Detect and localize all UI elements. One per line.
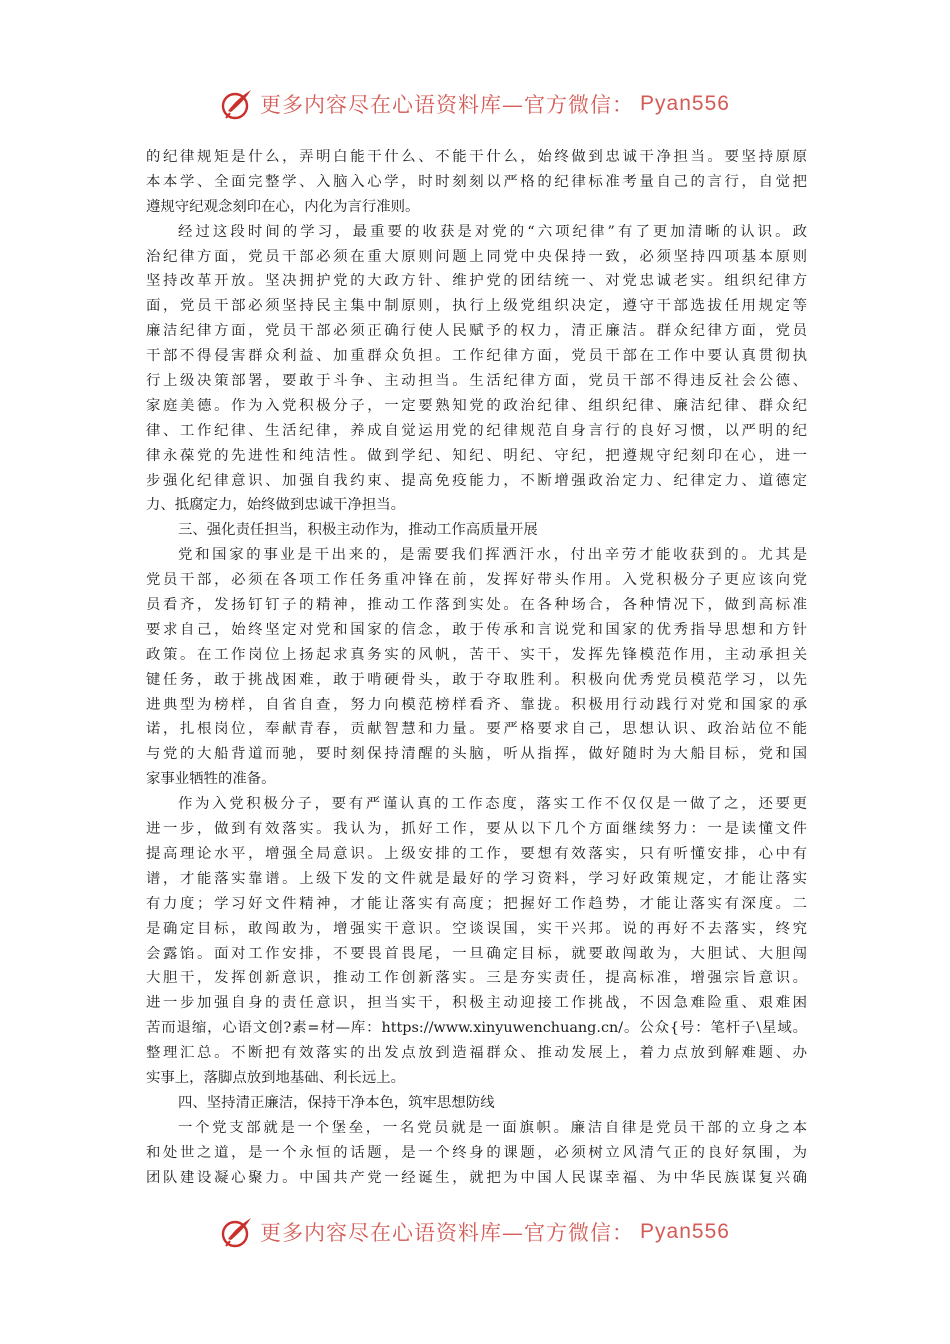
text-line: 进一步加强自身的责任意识，担当实干，积极主动迎接工作挑战，不因急难险重、艰难困 <box>146 995 807 1012</box>
text-line: 大胆干，发挥创新意识，推动工作创新落实。三是夯实责任，提高标准，增强宗旨意识。 <box>146 970 807 987</box>
section-heading: 三、强化责任担当，积极主动作为，推动工作高质量开展 <box>178 522 538 539</box>
text-line: 行上级决策部署，要敢于斗争、主动担当。生活纪律方面，党员干部不得违反社会公德、 <box>146 373 807 390</box>
document-body <box>146 145 807 1190</box>
text-line: 一个党支部就是一个堡垒，一名党员就是一面旗帜。廉洁自律是党员干部的立身之本 <box>178 1119 807 1136</box>
text-line: 实事上，落脚点放到地基础、利长远上。 <box>146 1069 406 1086</box>
text-line: 遵规守纪观念刻印在心，内化为言行准则。 <box>146 198 420 215</box>
text-line: 进一步，做到有效落实。我认为，抓好工作，要从以下几个方面继续努力：一是读懂文件 <box>146 821 807 838</box>
text-line: 政策。在工作岗位上扬起求真务实的风帆，苦干、实干，发挥先锋模范作用，主动承担关 <box>146 646 807 663</box>
text-line: 律永葆党的先进性和纯洁性。做到学纪、知纪、明纪、守纪，把遵规守纪刻印在心，进一 <box>146 447 807 464</box>
quill-logo-icon <box>220 87 254 121</box>
banner-wechat-id: Pyan556 <box>640 1220 730 1243</box>
text-line: 坚持改革开放。坚决拥护党的大政方针、维护党的团结统一、对党忠诚老实。组织纪律方 <box>146 273 807 290</box>
text-line: 与党的大船背道而驰，要时刻保持清醒的头脑，听从指挥，做好随时为大船目标，党和国 <box>146 746 807 763</box>
text-line: 团队建设凝心聚力。中国共产党一经诞生，就把为中国人民谋幸福、为中华民族谋复兴确 <box>146 1169 807 1186</box>
text-line: 诺，扎根岗位，奉献青春，贡献智慧和力量。要严格要求自己，思想认识、政治站位不能 <box>146 721 807 738</box>
text-line: 力、抵腐定力，始终做到忠诚干净担当。 <box>146 497 406 514</box>
text-line: 提高理论水平，增强全局意识。上级安排的工作，要想有效落实，只有听懂安排，心中有 <box>146 845 807 862</box>
text-line: 和处世之道，是一个永恒的话题，是一个终身的课题，必须树立风清气正的良好氛围，为 <box>146 1144 807 1161</box>
quill-logo-icon <box>220 1215 254 1249</box>
text-line: 党员干部，必须在各项工作任务重冲锋在前，发挥好带头作用。入党积极分子更应该向党 <box>146 572 807 589</box>
text-line: 党和国家的事业是干出来的，是需要我们挥洒汗水，付出辛劳才能收获到的。尤其是 <box>178 547 807 564</box>
text-line: 谱，才能落实靠谱。上级下发的文件就是最好的学习资料，学习好政策规定，才能让落实 <box>146 870 807 887</box>
text-line: 整理汇总。不断把有效落实的出发点放到造福群众、推动发展上，着力点放到解难题、办 <box>146 1045 807 1062</box>
banner-text: 更多内容尽在心语资料库—官方微信： <box>260 93 635 117</box>
text-line: 廉洁纪律方面，党员干部必须正确行使人民赋予的权力，清正廉洁。群众纪律方面，党员 <box>146 323 807 340</box>
text-line: 是确定目标，敢闯敢为，增强实干意识。空谈误国，实干兴邦。说的再好不去落实，终究 <box>146 920 807 937</box>
text-line: 会露馅。面对工作安排，不要畏首畏尾，一旦确定目标，就要敢闯敢为，大胆试、大胆闯 <box>146 945 807 962</box>
text-line: 要求自己，始终坚定对党和国家的信念，敢于传承和言说党和国家的优秀指导思想和方针 <box>146 621 807 638</box>
text-line: 面，党员干部必须坚持民主集中制原则，执行上级党组织决定，遵守干部选拔任用规定等 <box>146 298 807 315</box>
header-banner <box>0 84 950 124</box>
text-line: 家事业牺牲的准备。 <box>146 771 276 788</box>
banner-text: 更多内容尽在心语资料库—官方微信： <box>260 1221 635 1245</box>
text-line: 家庭美德。作为入党积极分子，一定要熟知党的政治纪律、组织纪律、廉洁纪律、群众纪 <box>146 397 807 414</box>
text-line: 经过这段时间的学习，最重要的收获是对党的“六项纪律”有了更加清晰的认识。政 <box>178 223 807 240</box>
text-line: 本本学、全面完整学、入脑入心学，时时刻刻以严格的纪律标准考量自己的言行，自觉把 <box>146 173 807 190</box>
footer-banner <box>0 1212 950 1252</box>
text-line: 键任务，敢于挑战困难，敢于啃硬骨头，敢于夺取胜利。积极向优秀党员模范学习，以先 <box>146 671 807 688</box>
banner-wechat-id: Pyan556 <box>640 92 730 115</box>
text-line: 的纪律规矩是什么，弄明白能干什么、不能干什么，始终做到忠诚干净担当。要坚持原原 <box>146 149 807 165</box>
text-line: 律、工作纪律、生活纪律，养成自觉运用党的纪律规范自身言行的良好习惯，以严明的纪 <box>146 422 807 439</box>
text-line: 治纪律方面，党员干部必须在重大原则问题上同党中央保持一致，必须坚持四项基本原则 <box>146 248 807 265</box>
text-line: 苦而退缩，心语文创?素=材—库：https://www.xinyuwenchuang.cn/。公众{号：笔杆子\星域。 <box>146 1020 807 1037</box>
text-line: 步强化纪律意识、加强自我约束、提高免疫能力，不断增强政治定力、纪律定力、道德定 <box>146 472 807 489</box>
text-line: 作为入党积极分子，要有严谨认真的工作态度，落实工作不仅仅是一做了之，还要更 <box>178 796 807 813</box>
text-line: 干部不得侵害群众利益、加重群众负担。工作纪律方面，党员干部在工作中要认真贯彻执 <box>146 348 807 365</box>
text-line: 进典型为榜样，自省自查，努力向模范榜样看齐、靠拢。积极用行动践行对党和国家的承 <box>146 696 807 713</box>
text-line: 员看齐，发扬钉钉子的精神，推动工作落到实处。在各种场合，各种情况下，做到高标准 <box>146 597 807 614</box>
section-heading: 四、坚持清正廉洁，保持干净本色，筑牢思想防线 <box>178 1094 495 1111</box>
text-line: 有力度；学习好文件精神，才能让落实有高度；把握好工作趋势，才能让落实有深度。二 <box>146 895 807 912</box>
